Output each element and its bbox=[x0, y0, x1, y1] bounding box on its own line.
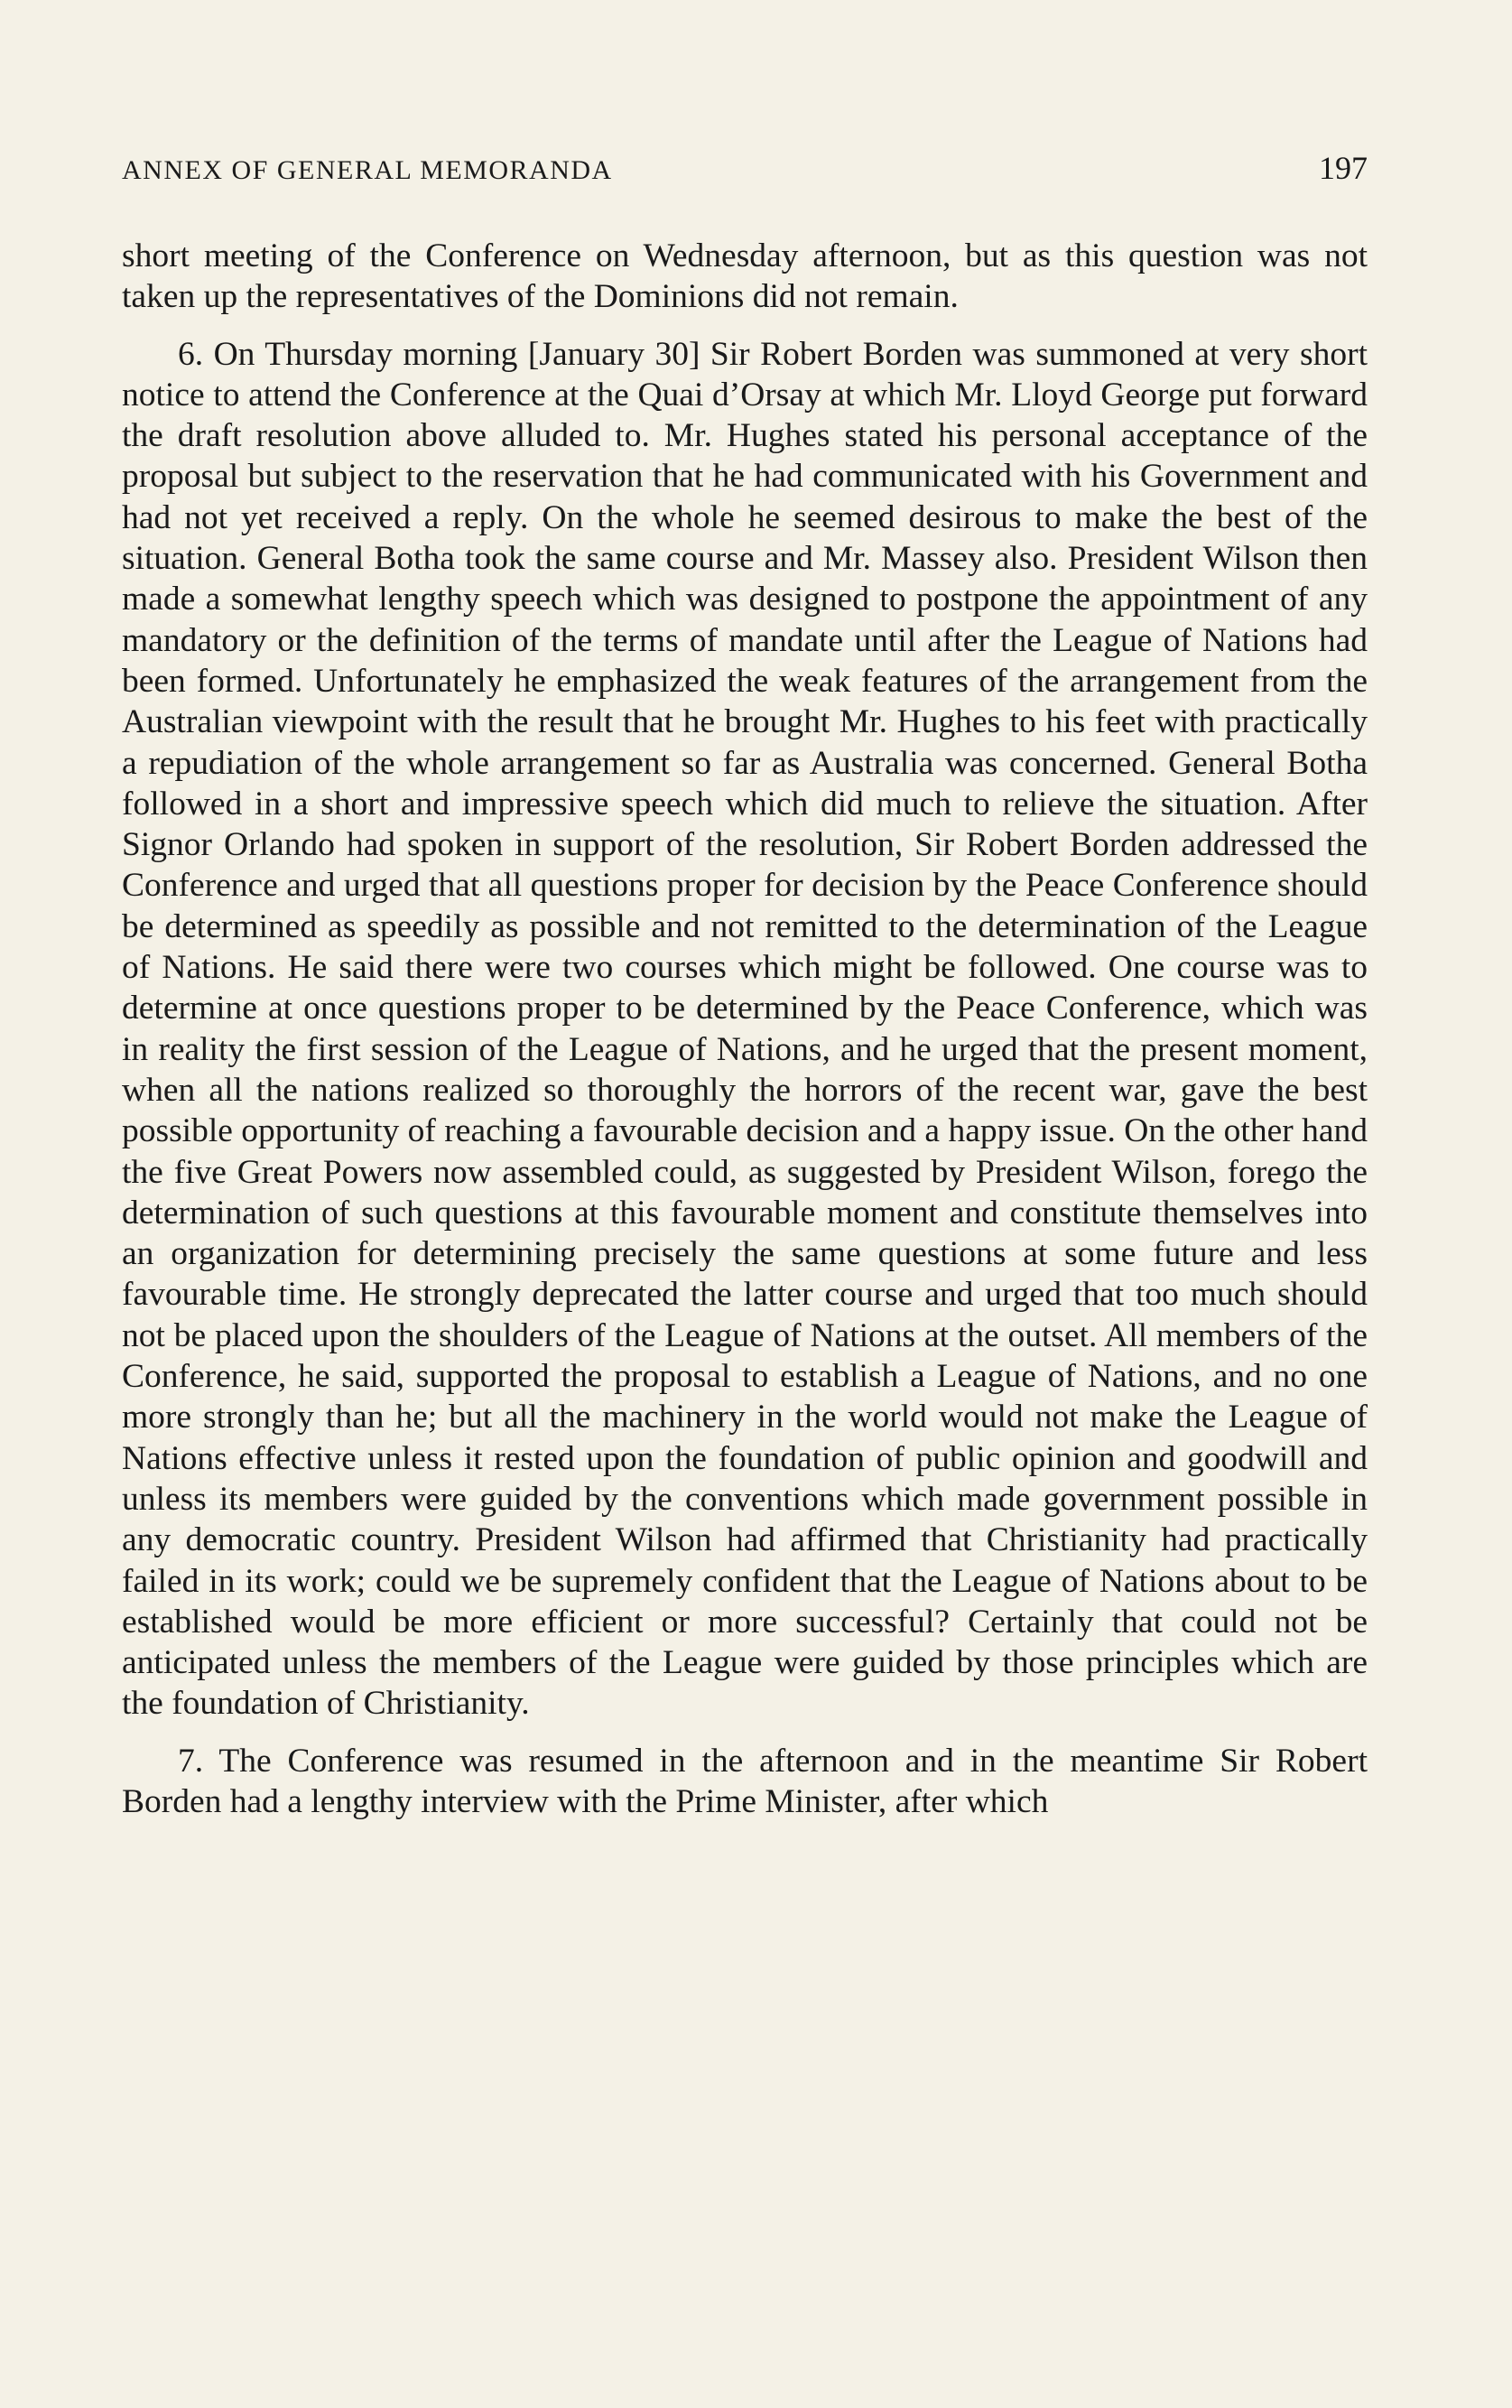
paragraph-6: 6. On Thursday morning [January 30] Sir Robert Borden was summoned at very short notice to attend the Conference at the Quai d’Orsay at which Mr. Lloyd George put forward the draft resolution above alluded to. Mr. Hughes stated his personal acceptance of the proposal but subject to the reservation that he had communicated with his Government and had not yet received a reply. On the whole he seemed desirous to make the best of the situation. General Botha took the same course and Mr. Massey also. President Wilson then made a somewhat lengthy speech which was designed to postpone the appointment of any mandatory or the definition of the terms of mandate until after the League of Nations had been formed. Unfortunately he emphasized the weak features of the arrangement from the Australian viewpoint with the result that he brought Mr. Hughes to his feet with practically a repudiation of the whole arrangement so far as Australia was concerned. General Botha followed in a short and impressive speech which did much to relieve the situation. After Signor Orlando had spoken in support of the resolution, Sir Robert Borden addressed the Conference and urged that all questions proper for decision by the Peace Conference should be determined as speedily as possible and not remitted to the determination of the League of Nations. He said there were two courses which might be followed. One course was to determine at once questions proper to be determined by the Peace Conference, which was in reality the first session of the League of Nations, and he urged that the present moment, when all the nations realized so thoroughly the horrors of the recent war, gave the best possible opportunity of reaching a favourable decision and a happy issue. On the other hand the five Great Powers now assembled could, as suggested by President Wilson, forego the determination of such questions at this favourable moment and constitute themselves into an organization for determining precisely the same questions at some future and less favourable time. He strongly deprecated the latter course and urged that too much should not be placed upon the shoulders of the League of Nations at the outset. All members of the Conference, he said, supported the proposal to establish a League of Nations, and no one more strongly than he; but all the machinery in the world would not make the League of Nations effective unless it rested upon the foundation of public opinion and goodwill and unless its members were guided by the conventions which made government possible in any democratic country. President Wilson had affirmed that Christianity had practically failed in its work; could we be supremely confident that the League of Nations about to be established would be more efficient or more successful? Certainly that could not be anticipated unless the members of the League were guided by those principles which are the foundation of Christianity. bbox=[122, 335, 1368, 1723]
running-header bbox=[122, 149, 1368, 203]
paragraph-7: 7. The Conference was resumed in the afternoon and in the meantime Sir Robert Borden had a lengthy interview with the Prime Minister, after which bbox=[122, 1742, 1368, 1820]
page-number: 197 bbox=[1319, 150, 1368, 186]
running-title: ANNEX OF GENERAL MEMORANDA bbox=[122, 155, 613, 185]
document-page bbox=[122, 149, 1368, 1822]
paragraph-continuation: short meeting of the Conference on Wednesday afternoon, but as this question was not taken up the representatives of the Dominions did not remain. bbox=[122, 237, 1368, 316]
